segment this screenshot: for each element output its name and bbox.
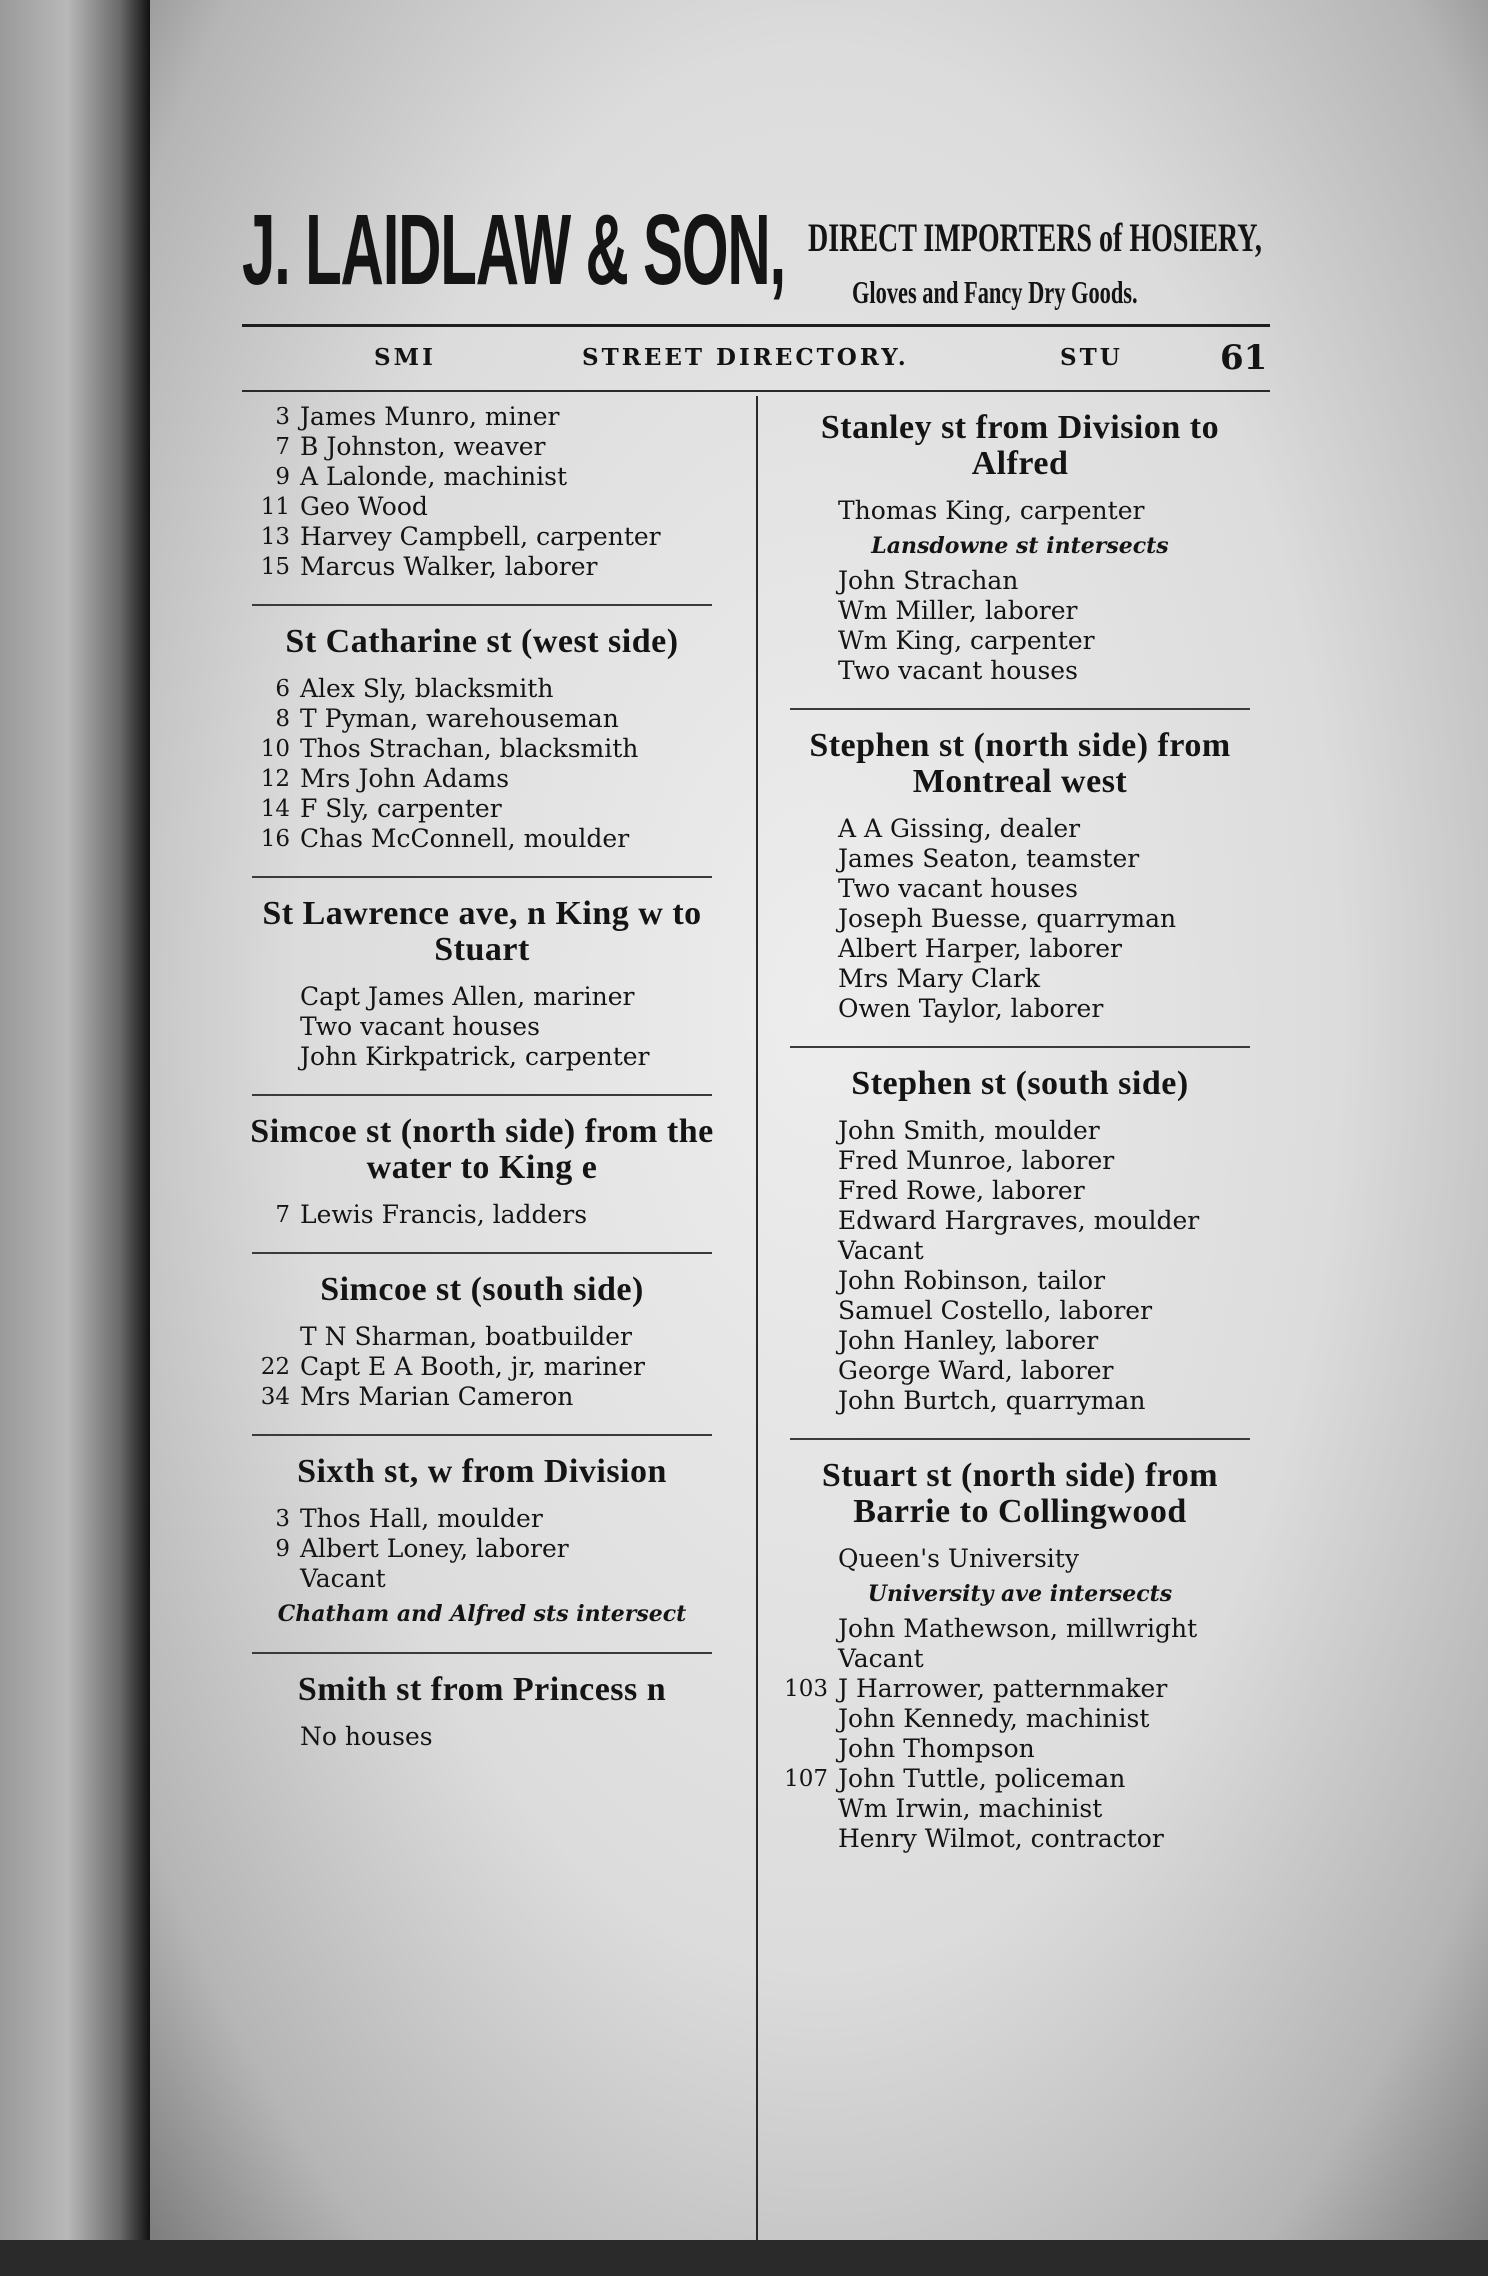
resident-name: A A Gissing, dealer [838, 814, 1081, 843]
street-heading: Smith st from Princess n [297, 1671, 667, 1708]
resident-name: John Mathewson, millwright [838, 1614, 1198, 1643]
resident-entry [780, 1386, 1260, 1416]
house-number: 7 [275, 1202, 290, 1228]
house-number [780, 1326, 838, 1356]
resident-name: T N Sharman, boatbuilder [300, 1322, 632, 1351]
street-section [780, 1458, 1260, 1854]
resident-name: Mrs John Adams [300, 764, 510, 793]
resident-name: B Johnston, weaver [300, 432, 546, 461]
column-divider [756, 396, 758, 2276]
resident-name: John Kirkpatrick, carpenter [300, 1042, 650, 1071]
resident-name: Harvey Campbell, carpenter [300, 522, 661, 551]
house-number [780, 1614, 838, 1644]
house-number [780, 874, 838, 904]
resident-entry [242, 1012, 722, 1042]
house-number [780, 1386, 838, 1416]
house-number: 14 [260, 796, 290, 822]
house-number [780, 1296, 838, 1326]
house-number [780, 656, 838, 686]
advertisement-tagline-2: Gloves and Fancy Dry Goods. [852, 274, 1138, 310]
house-number: 103 [784, 1676, 828, 1702]
resident-entry [242, 552, 722, 582]
resident-name: Vacant [300, 1564, 386, 1593]
resident-name: No houses [300, 1722, 433, 1751]
section-rule [790, 708, 1250, 710]
house-number [780, 1734, 838, 1764]
resident-name: John Strachan [838, 566, 1019, 595]
resident-entry [242, 1200, 722, 1230]
resident-entry [242, 1352, 722, 1382]
street-heading: Sixth st, w from Division [297, 1453, 667, 1490]
resident-name: Albert Loney, laborer [300, 1534, 569, 1563]
house-number: 10 [260, 736, 290, 762]
house-number: 9 [275, 464, 290, 490]
resident-entry [780, 1764, 1260, 1794]
running-head-rule [242, 390, 1270, 392]
page-number: 61 [1220, 338, 1268, 378]
resident-name: Chas McConnell, moulder [300, 824, 630, 853]
street-section [242, 1672, 722, 1752]
resident-name: George Ward, laborer [838, 1356, 1114, 1385]
running-head-title: STREET DIRECTORY. [582, 344, 909, 371]
book-gutter [0, 0, 150, 2240]
resident-entry [242, 462, 722, 492]
house-number [780, 1794, 838, 1824]
resident-name: James Munro, miner [300, 402, 560, 431]
resident-entry [780, 874, 1260, 904]
resident-entry [242, 674, 722, 704]
house-number [242, 1722, 300, 1752]
resident-name: James Seaton, teamster [838, 844, 1140, 873]
resident-name: Samuel Costello, laborer [838, 1296, 1153, 1325]
house-number: 15 [260, 554, 290, 580]
advertisement-tagline-1: DIRECT IMPORTERS of HOSIERY, [808, 215, 1262, 260]
resident-name: Fred Rowe, laborer [838, 1176, 1085, 1205]
street-heading: Simcoe st (south side) [320, 1271, 644, 1308]
page-content [242, 194, 1270, 400]
left-column [242, 402, 722, 1766]
resident-entry [780, 844, 1260, 874]
section-rule [252, 604, 712, 606]
street-section [780, 728, 1260, 1024]
resident-entry [780, 964, 1260, 994]
resident-entry [242, 734, 722, 764]
resident-entry [780, 1824, 1260, 1854]
resident-entry [242, 492, 722, 522]
house-number [780, 1704, 838, 1734]
house-number: 7 [275, 434, 290, 460]
resident-name: Vacant [838, 1644, 924, 1673]
resident-entry [780, 496, 1260, 526]
street-section [242, 1114, 722, 1230]
resident-entry [242, 794, 722, 824]
directory-page [150, 0, 1488, 2240]
section-rule [252, 1652, 712, 1654]
resident-entry [780, 656, 1260, 686]
house-number [780, 566, 838, 596]
resident-name: Mrs Marian Cameron [300, 1382, 574, 1411]
resident-name: Thomas King, carpenter [838, 496, 1145, 525]
resident-name: Henry Wilmot, contractor [838, 1824, 1164, 1853]
house-number [780, 1356, 838, 1386]
house-number [242, 1042, 300, 1072]
resident-entry [242, 1534, 722, 1564]
resident-entry [242, 1722, 722, 1752]
intersection-note: University ave intersects [867, 1581, 1173, 1607]
resident-name: John Burtch, quarryman [838, 1386, 1146, 1415]
running-head-first-street: SMI [374, 344, 436, 371]
resident-entry [242, 982, 722, 1012]
running-head-last-street: STU [1060, 344, 1123, 371]
street-heading: Stanley st from Division to Alfred [820, 409, 1220, 482]
street-heading: Stephen st (south side) [851, 1065, 1189, 1102]
resident-entry [780, 1236, 1260, 1266]
house-number [780, 1644, 838, 1674]
resident-entry [242, 432, 722, 462]
resident-name: Alex Sly, blacksmith [300, 674, 554, 703]
section-rule [790, 1046, 1250, 1048]
street-heading: Stephen st (north side) from Montreal west [809, 727, 1231, 800]
resident-entry [242, 704, 722, 734]
resident-name: Mrs Mary Clark [838, 964, 1040, 993]
house-number: 8 [275, 706, 290, 732]
resident-name: J Harrower, patternmaker [838, 1674, 1168, 1703]
resident-entry [780, 1326, 1260, 1356]
resident-name: John Tuttle, policeman [838, 1764, 1126, 1793]
resident-entry [242, 1042, 722, 1072]
resident-entry [780, 1176, 1260, 1206]
resident-name: Two vacant houses [838, 656, 1078, 685]
house-number [780, 994, 838, 1024]
resident-name: A Lalonde, machinist [300, 462, 568, 491]
house-number [780, 904, 838, 934]
resident-name: Vacant [838, 1236, 924, 1265]
resident-entry [780, 1794, 1260, 1824]
house-number [780, 1824, 838, 1854]
house-number: 3 [275, 1506, 290, 1532]
street-section [242, 1454, 722, 1630]
resident-name: Lewis Francis, ladders [300, 1200, 588, 1229]
resident-entry [242, 1382, 722, 1412]
resident-name: Thos Strachan, blacksmith [300, 734, 639, 763]
house-number [242, 1322, 300, 1352]
street-heading: Stuart st (north side) from Barrie to Collingwood [821, 1457, 1219, 1530]
street-section [242, 1272, 722, 1412]
house-number [780, 596, 838, 626]
house-number [780, 814, 838, 844]
resident-entry [780, 1146, 1260, 1176]
resident-entry [242, 1322, 722, 1352]
street-section [242, 402, 722, 582]
house-number [780, 626, 838, 656]
house-number: 107 [784, 1766, 828, 1792]
resident-name: Capt James Allen, mariner [300, 982, 635, 1011]
house-number [780, 934, 838, 964]
house-number [780, 496, 838, 526]
resident-entry [242, 522, 722, 552]
resident-entry [780, 566, 1260, 596]
resident-name: John Smith, moulder [838, 1116, 1100, 1145]
street-section [780, 410, 1260, 686]
resident-name: Fred Munroe, laborer [838, 1146, 1115, 1175]
house-number [780, 1206, 838, 1236]
resident-name: Joseph Buesse, quarryman [838, 904, 1177, 933]
house-number [242, 1564, 300, 1594]
house-number: 22 [260, 1354, 290, 1380]
house-number: 9 [275, 1536, 290, 1562]
resident-name: Two vacant houses [838, 874, 1078, 903]
intersection-note: Chatham and Alfred sts intersect [277, 1601, 687, 1627]
resident-name: Geo Wood [300, 492, 428, 521]
resident-name: Albert Harper, laborer [838, 934, 1122, 963]
advertisement-banner [242, 194, 1270, 330]
resident-name: John Robinson, tailor [838, 1266, 1106, 1295]
house-number [780, 964, 838, 994]
resident-entry [242, 1504, 722, 1534]
header-rule [242, 324, 1270, 327]
house-number: 16 [260, 826, 290, 852]
house-number [780, 1266, 838, 1296]
house-number [780, 1146, 838, 1176]
street-heading: St Catharine st (west side) [285, 623, 679, 660]
resident-entry [780, 814, 1260, 844]
resident-name: F Sly, carpenter [300, 794, 502, 823]
street-section [242, 624, 722, 854]
resident-name: Queen's University [838, 1544, 1079, 1573]
resident-name: Two vacant houses [300, 1012, 540, 1041]
resident-name: Wm King, carpenter [838, 626, 1095, 655]
house-number: 34 [260, 1384, 290, 1410]
section-rule [252, 1094, 712, 1096]
resident-entry [780, 1644, 1260, 1674]
resident-entry [242, 402, 722, 432]
resident-name: Wm Miller, laborer [838, 596, 1078, 625]
resident-name: John Thompson [838, 1734, 1035, 1763]
resident-name: John Hanley, laborer [838, 1326, 1099, 1355]
resident-entry [780, 994, 1260, 1024]
resident-entry [780, 596, 1260, 626]
house-number: 6 [275, 676, 290, 702]
house-number: 12 [260, 766, 290, 792]
resident-entry [780, 1674, 1260, 1704]
house-number: 3 [275, 404, 290, 430]
resident-entry [780, 1614, 1260, 1644]
section-rule [252, 876, 712, 878]
intersection-note: Lansdowne st intersects [871, 533, 1169, 559]
resident-entry [780, 934, 1260, 964]
resident-name: Thos Hall, moulder [300, 1504, 543, 1533]
section-rule [790, 1438, 1250, 1440]
resident-entry [242, 1564, 722, 1594]
right-column [780, 402, 1260, 1868]
house-number [780, 844, 838, 874]
resident-name: Wm Irwin, machinist [838, 1794, 1103, 1823]
house-number [242, 982, 300, 1012]
advertiser-name: J. LAIDLAW & SON, [242, 194, 785, 306]
resident-name: Marcus Walker, laborer [300, 552, 598, 581]
house-number [780, 1236, 838, 1266]
resident-entry [780, 1544, 1260, 1574]
resident-entry [780, 1206, 1260, 1236]
resident-entry [780, 1266, 1260, 1296]
house-number [780, 1544, 838, 1574]
resident-entry [780, 1704, 1260, 1734]
resident-name: Owen Taylor, laborer [838, 994, 1104, 1023]
resident-name: Capt E A Booth, jr, mariner [300, 1352, 645, 1381]
house-number: 11 [260, 494, 290, 520]
resident-entry [780, 1296, 1260, 1326]
street-heading: St Lawrence ave, n King w to Stuart [262, 895, 702, 968]
resident-name: John Kennedy, machinist [838, 1704, 1150, 1733]
street-section [242, 896, 722, 1072]
running-head [242, 338, 1270, 400]
resident-entry [242, 824, 722, 854]
section-rule [252, 1434, 712, 1436]
resident-entry [780, 626, 1260, 656]
resident-entry [780, 1116, 1260, 1146]
resident-entry [780, 1356, 1260, 1386]
resident-entry [242, 764, 722, 794]
house-number: 13 [260, 524, 290, 550]
resident-name: Edward Hargraves, moulder [838, 1206, 1200, 1235]
street-heading: Simcoe st (north side) from the water to King e [250, 1113, 714, 1186]
house-number [780, 1116, 838, 1146]
resident-entry [780, 904, 1260, 934]
house-number [242, 1012, 300, 1042]
house-number [780, 1176, 838, 1206]
section-rule [252, 1252, 712, 1254]
street-section [780, 1066, 1260, 1416]
resident-name: T Pyman, warehouseman [300, 704, 619, 733]
resident-entry [780, 1734, 1260, 1764]
